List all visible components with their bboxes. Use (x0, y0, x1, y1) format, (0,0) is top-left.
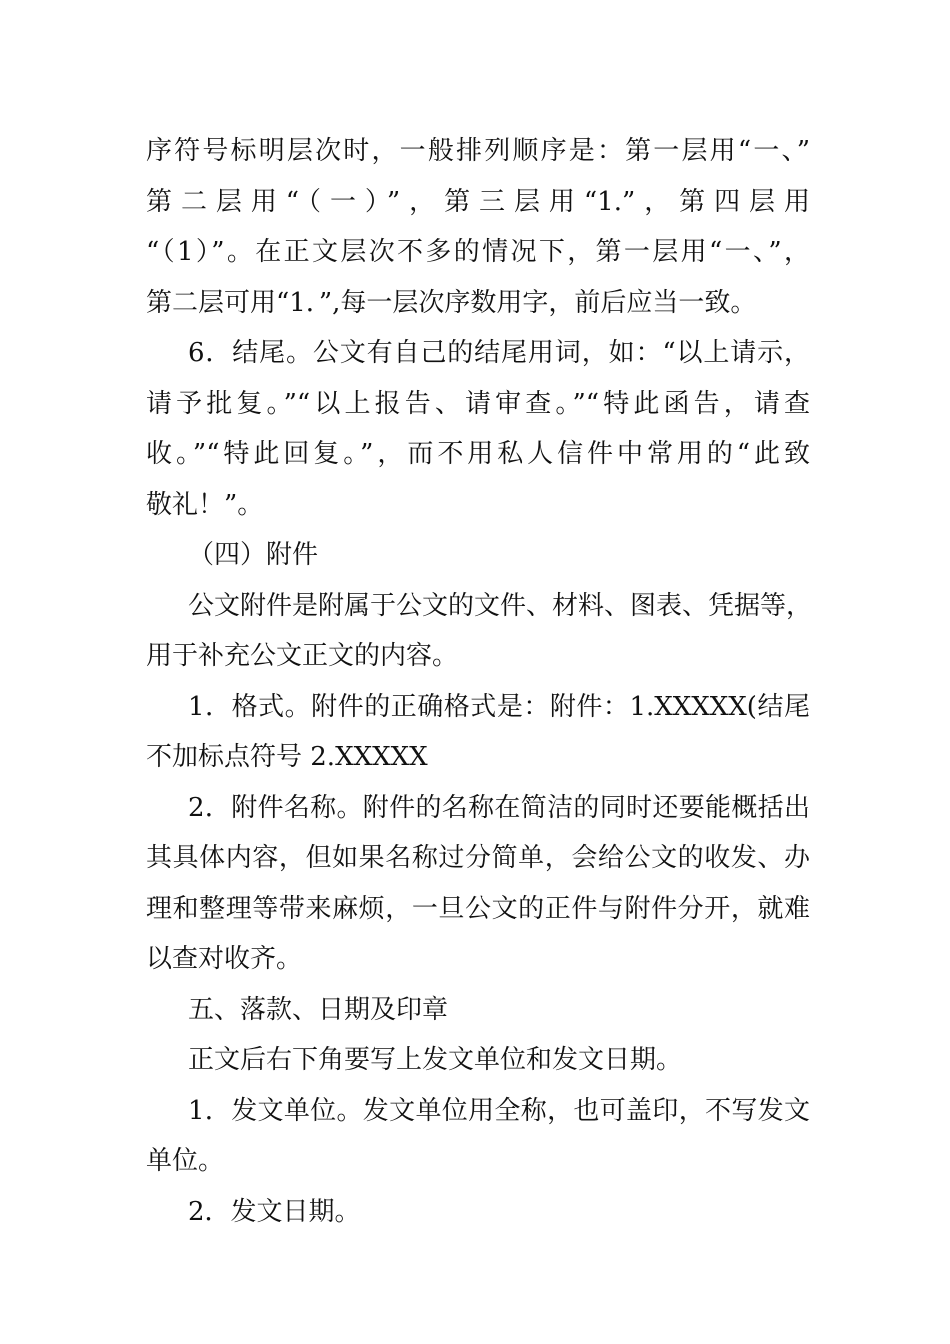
text-line: 用于补充公文正文的内容。 (146, 641, 459, 671)
text-line: 6．结尾。公文有自己的结尾用词，如：“以上请示， (188, 338, 810, 368)
text-line: 敬礼！”。 (146, 489, 264, 520)
text-line: 其具体内容，但如果名称过分简单，会给公文的收发、办 (146, 843, 810, 873)
text-line: 公文附件是附属于公文的文件、材料、图表、凭据等， (188, 590, 813, 621)
section-heading-attachment (146, 530, 810, 581)
document-body (146, 126, 813, 1237)
paragraph-ending (146, 328, 810, 530)
text-line: 请予批复。”“以上报告、请审查。”“特此函告，请查 (146, 388, 810, 419)
text-line: 理和整理等带来麻烦，一旦公文的正件与附件分开，就难 (146, 893, 810, 924)
text-line: 序符号标明层次时，一般排列顺序是：第一层用“一、” (146, 136, 810, 166)
text-line: 不加标点符号 2.XXXXX (146, 742, 428, 772)
paragraph-numbering-order (146, 126, 810, 328)
text-line: 单位。 (146, 1146, 225, 1176)
paragraph-signature-position (146, 1035, 810, 1086)
text-line: 五、落款、日期及印章 (188, 994, 449, 1025)
paragraph-attachment-name (146, 783, 810, 985)
text-line: 2．附件名称。附件的名称在简洁的同时还要能概括出 (188, 792, 810, 823)
text-line: 收。”“特此回复。”，而不用私人信件中常用的“此致 (146, 439, 810, 469)
text-line: 1．发文单位。发文单位用全称，也可盖印，不写发文 (188, 1095, 810, 1126)
text-line: 2．发文日期。 (188, 1196, 361, 1227)
paragraph-attachment-definition (146, 581, 813, 682)
paragraph-issuing-date (146, 1187, 810, 1238)
text-line: 第二层用“（一）”，第三层用“1.”，第四层用 (146, 186, 810, 217)
section-heading-signature (146, 985, 810, 1036)
paragraph-attachment-format (146, 682, 810, 783)
text-line: （四）附件 (188, 540, 319, 570)
text-line: “（1）”。在正文层次不多的情况下，第一层用“一、”， (146, 237, 810, 267)
text-line: 第二层可用“1．”,每一层次序数用字，前后应当一致。 (146, 287, 757, 318)
text-line: 正文后右下角要写上发文单位和发文日期。 (188, 1045, 683, 1075)
text-line: 1．格式。附件的正确格式是：附件：1.XXXXX(结尾 (188, 691, 810, 722)
text-line: 以查对收齐。 (146, 944, 303, 974)
paragraph-issuing-unit (146, 1086, 810, 1187)
